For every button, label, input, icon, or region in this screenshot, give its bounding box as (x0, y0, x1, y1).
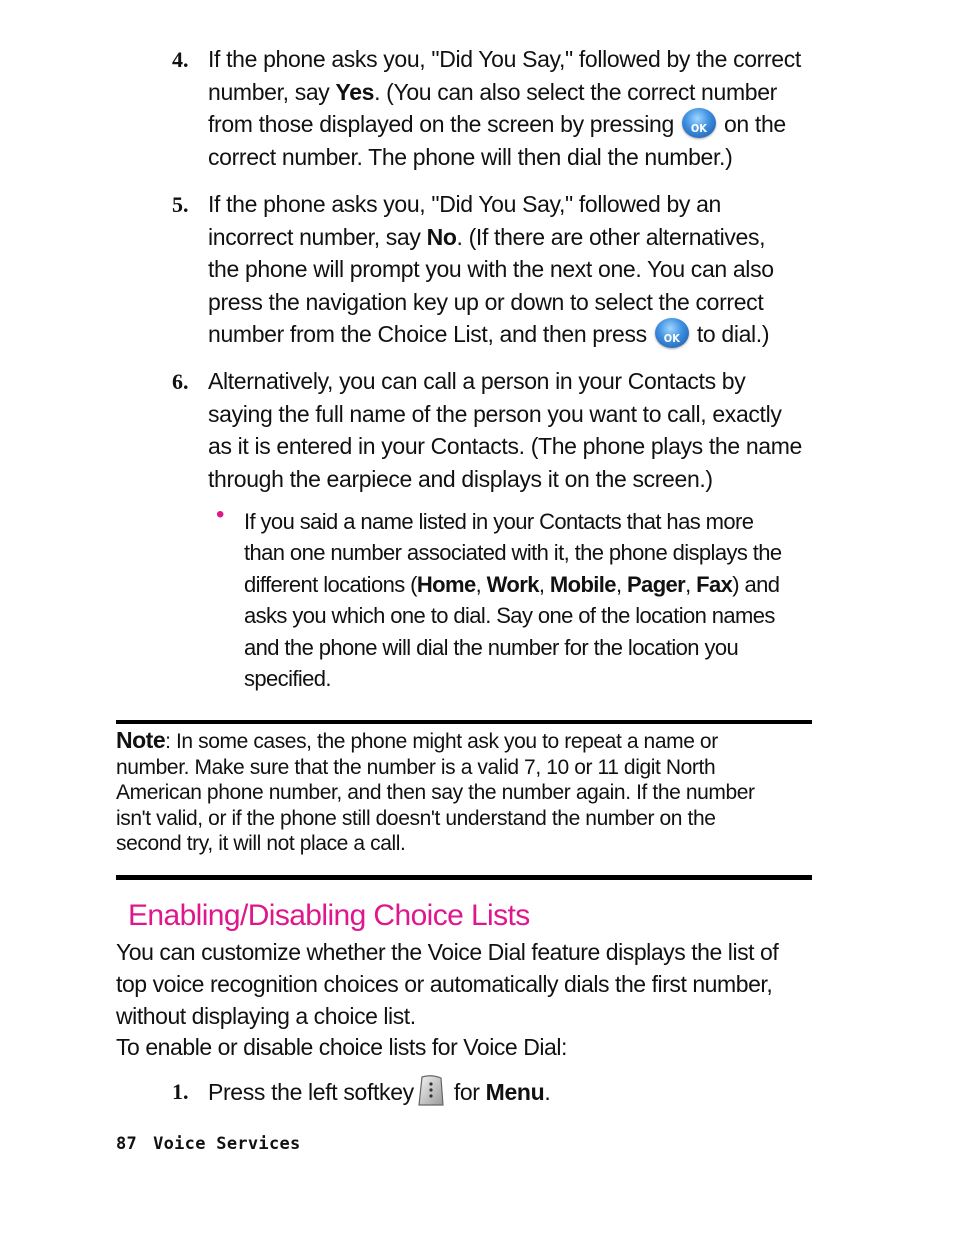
text-run: press the navigation key up or down to select the correct (208, 288, 764, 315)
section-instruction (116, 1031, 816, 1063)
text-run: different locations ( (244, 571, 417, 597)
text-run: through the earpiece and displays it on the screen.) (208, 465, 713, 492)
note-line: isn't valid, or if the phone still doesn't understand the number on the (116, 806, 716, 830)
intro-line: without displaying a choice list. (116, 1003, 416, 1029)
note (116, 728, 816, 857)
text-run: . (You can also select the correct number (374, 78, 777, 105)
intro-line: You can customize whether the Voice Dial feature displays the list of (116, 939, 779, 965)
text-line (244, 537, 824, 568)
note-top-rule (116, 720, 812, 724)
bullet-text (244, 506, 824, 694)
step-text (208, 365, 818, 495)
text-line (244, 632, 824, 663)
text-run: number, say (208, 78, 336, 105)
menu-command: Menu (485, 1079, 545, 1105)
text-run: If you said a name listed in your Contacts that has more (244, 509, 754, 534)
text-run: , (538, 571, 550, 597)
note-bottom-rule (116, 875, 812, 880)
text-run: If the phone asks you, "Did You Say," followed by an (208, 191, 721, 217)
page-number: 87 (116, 1134, 138, 1154)
section-title: Voice Services (153, 1134, 301, 1154)
step-number: 1. (172, 1079, 189, 1104)
text-line (208, 430, 818, 463)
page-footer (116, 1132, 301, 1156)
text-run: If the phone asks you, "Did You Say," followed by the correct (208, 46, 801, 72)
text-line (244, 663, 824, 694)
note-line: number. Make sure that the number is a valid 7, 10 or 11 digit North (116, 755, 716, 779)
text-run: asks you which one to dial. Say one of the location names (244, 603, 775, 629)
step-number: 6. (172, 369, 189, 394)
bold-term: No (426, 223, 457, 250)
step-text (208, 43, 818, 173)
bullet-dot-icon: • (216, 501, 225, 528)
ok-key-label: OK (663, 332, 680, 346)
bold-term: Fax (696, 571, 733, 597)
step-text-before: Press the left softkey (208, 1079, 414, 1105)
text-run: and the phone will dial the number for the location you (244, 634, 739, 660)
text-line (244, 569, 824, 600)
text-run: as it is entered in your Contacts. (The phone plays the name (208, 433, 802, 460)
text-run: incorrect number, say (208, 223, 427, 250)
text-run: than one number associated with it, the phone displays the (244, 540, 782, 566)
text-run: saying the full name of the person you want to call, exactly (208, 400, 782, 427)
text-line (208, 43, 818, 76)
bold-term: Work (486, 571, 539, 597)
intro-line: top voice recognition choices or automatically dials the first number, (116, 971, 773, 997)
step-number: 5. (172, 192, 189, 217)
text-run: to dial.) (690, 321, 770, 348)
step-text (208, 188, 818, 351)
text-run: from those displayed on the screen by pressing (208, 111, 680, 138)
text-line (208, 463, 818, 496)
section-intro (116, 936, 816, 1032)
step-text (208, 1075, 818, 1109)
left-softkey-icon (417, 1075, 445, 1107)
bold-term: Yes (335, 78, 375, 105)
text-line (208, 188, 818, 221)
text-line (208, 318, 818, 351)
text-line (208, 76, 818, 109)
note-line: American phone number, and then say the number again. If the number (116, 781, 755, 805)
note-label: Note (116, 727, 166, 753)
step-number: 4. (172, 47, 189, 72)
text-line (244, 506, 824, 537)
bold-term: Pager (626, 571, 686, 597)
text-run: Alternatively, you can call a person in your Contacts by (208, 368, 746, 394)
text-line (208, 221, 818, 254)
ok-key-label: OK (690, 122, 707, 136)
text-run: ) and (732, 571, 780, 597)
bold-term: Home (416, 571, 476, 597)
step-text-after: for (447, 1079, 486, 1105)
text-run: , (685, 571, 697, 597)
text-run: the phone will prompt you with the next one. You can also (208, 256, 774, 283)
note-line: second try, it will not place a call. (116, 832, 406, 856)
step-text-end: . (544, 1079, 551, 1105)
text-run: specified. (244, 666, 331, 692)
text-run: , (475, 571, 487, 597)
text-line (244, 600, 824, 631)
text-line (208, 398, 818, 431)
section-heading: Enabling/Disabling Choice Lists (128, 899, 530, 932)
ok-key-icon (682, 108, 716, 138)
instruction-text: To enable or disable choice lists for Voice Dial: (116, 1034, 567, 1060)
text-run: on the (717, 111, 786, 138)
text-run: number from the Choice List, and then press (208, 321, 653, 348)
text-line (208, 253, 818, 286)
text-run: , (615, 571, 627, 597)
bold-term: Mobile (549, 571, 616, 597)
text-run: . (If there are other alternatives, (456, 223, 766, 250)
text-line (208, 365, 818, 398)
text-line (208, 108, 818, 141)
text-line (208, 141, 818, 174)
note-line: : In some cases, the phone might ask you to repeat a name or (165, 730, 718, 753)
text-run: correct number. The phone will then dial the number.) (208, 143, 733, 170)
text-line (208, 286, 818, 319)
ok-key-icon (655, 318, 689, 348)
